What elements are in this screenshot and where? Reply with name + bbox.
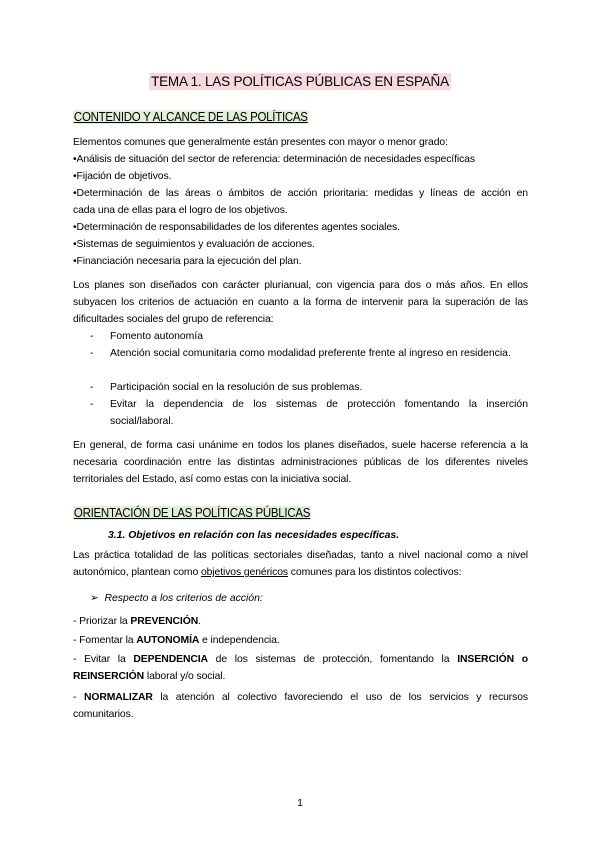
bold-term: DEPENDENCIA <box>133 654 208 665</box>
bold-term: NORMALIZAR <box>83 692 153 703</box>
section-heading-orientacion <box>73 506 311 520</box>
text-run: Las práctica totalidad de las políticas sectoriales diseñadas, tanto a nivel nacional como a nivel autonómico, plantean como <box>73 550 528 578</box>
section-heading-contenido <box>73 110 309 124</box>
bullet-item: •Determinación de responsabilidades de los diferentes agentes sociales. <box>73 222 400 233</box>
text-run: de los sistemas de protección, fomentando la <box>207 654 458 665</box>
subheading-objetivos: 3.1. Objetivos en relación con las necesidades específicas. <box>108 530 400 541</box>
text-run: - Evitar la <box>73 654 134 665</box>
page-title-text: TEMA 1. LAS POLÍTICAS PÚBLICAS EN ESPAÑA <box>151 74 449 89</box>
text-run: . <box>198 616 201 627</box>
page-number: 1 <box>297 798 303 809</box>
text-run: - Fomentar la <box>73 635 137 646</box>
paragraph-objetivos <box>73 547 528 581</box>
bullet-item-continued: cada una de ellas para el logro de los objetivos. <box>73 205 288 216</box>
criteria-text: Respecto a los criterios de acción: <box>104 593 263 604</box>
dash-list-item: - Atención social comunitaria como modalidad preferente frente al ingreso en residencia. <box>90 345 528 362</box>
text-run: laboral y/o social. <box>144 671 226 682</box>
criteria-item <box>73 689 528 723</box>
bullet-item: •Sistemas de seguimientos y evaluación de acciones. <box>73 239 315 250</box>
dash-list-item: - Participación social en la resolución de sus problemas. <box>90 379 528 396</box>
bold-term: INSERCIÓN o REINSERCIÓN <box>73 654 528 682</box>
bullet-item: •Financiación necesaria para la ejecución del plan. <box>73 256 302 267</box>
text-run: - <box>73 692 84 703</box>
criteria-item <box>73 613 201 630</box>
criteria-item <box>73 651 528 685</box>
bullet-item: •Análisis de situación del sector de referencia: determinación de necesidades específicas <box>73 154 475 165</box>
section-heading-text: ORIENTACIÓN DE LAS POLÍTICAS PÚBLICAS <box>73 506 311 520</box>
bold-term: PREVENCIÓN <box>130 616 199 627</box>
dash-list-item-text: Atención social comunitaria como modalidad preferente frente al ingreso en residencia. <box>110 348 511 359</box>
bullet-item: •Determinación de las áreas o ámbitos de acción prioritaria: medidas y líneas de acción en <box>73 188 528 199</box>
section-heading-text: CONTENIDO Y ALCANCE DE LAS POLÍTICAS <box>73 110 308 124</box>
text-run: la atención al colectivo favoreciendo el uso de los servicios y recursos comunitarios. <box>73 692 528 720</box>
bullet-item: •Fijación de objetivos. <box>73 171 172 182</box>
intro-line: Elementos comunes que generalmente están presentes con mayor o menor grado: <box>73 137 448 148</box>
dash-list-item-text: Evitar la dependencia de los sistemas de protección fomentando la inserción social/laboral. <box>110 399 528 427</box>
dash-list-item: - Evitar la dependencia de los sistemas de protección fomentando la inserción social/laboral. <box>90 396 528 430</box>
dash-list-item: - Fomento autonomía <box>90 328 528 345</box>
dash-list-item-text: Participación social en la resolución de sus problemas. <box>110 382 363 393</box>
arrow-icon: ➢ <box>90 593 99 604</box>
bold-term: AUTONOMÍA <box>136 635 200 646</box>
paragraph-planes: Los planes son diseñados con carácter plurianual, con vigencia para dos o más años. En ellos subyacen los criterios de actuación en cuanto a la forma de intervenir para la superación de las dificultades sociales del grupo de referencia: <box>73 280 528 325</box>
criteria-item <box>73 632 280 649</box>
underlined-term: objetivos genéricos <box>200 567 289 578</box>
paragraph-coordinacion: En general, de forma casi unánime en todos los planes diseñados, suele hacerse referencia a la necesaria coordinación entre las distintas administraciones públicas de los diferentes niveles territoriales del Estado, así como estas con la iniciativa social. <box>73 440 528 485</box>
text-run: comunes para los distintos colectivos: <box>288 567 462 578</box>
criteria-line <box>90 592 263 604</box>
text-run: - Priorizar la <box>73 616 131 627</box>
text-run: e independencia. <box>199 635 280 646</box>
dash-list-item-text: Fomento autonomía <box>110 331 203 342</box>
page-title <box>0 74 600 89</box>
